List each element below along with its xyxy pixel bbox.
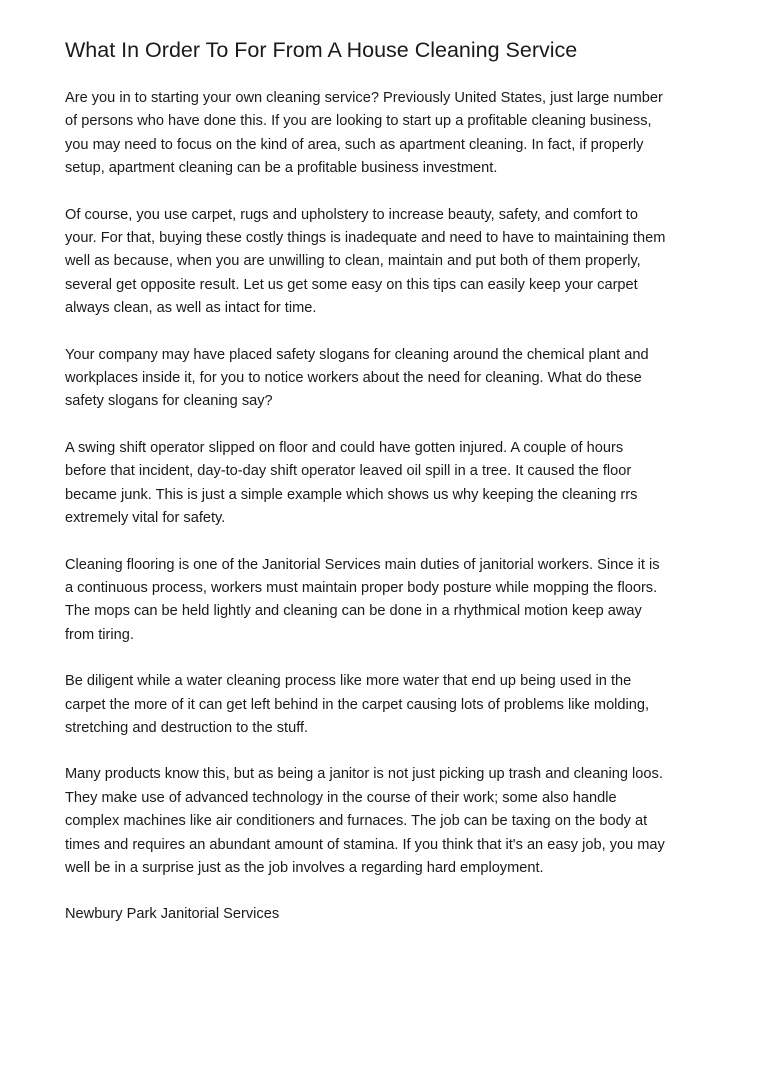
text-line: Newbury Park Janitorial Services: [65, 906, 280, 923]
text-line: times and requires an abundant amount of stamina. If you think that it's an easy job, you may: [65, 836, 665, 853]
text-line: safety slogans for cleaning say?: [65, 393, 273, 410]
text-line: extremely vital for safety.: [65, 510, 226, 527]
text-line: you may need to focus on the kind of area, such as apartment cleaning. In fact, if properly: [65, 136, 644, 153]
text-line: always clean, as well as intact for time.: [65, 300, 317, 317]
text-line: A swing shift operator slipped on floor and could have gotten injured. A couple of hours: [65, 439, 624, 456]
document-body: [65, 87, 708, 927]
text-line: Be diligent while a water cleaning process like more water that end up being used in the: [65, 673, 632, 690]
text-line: setup, apartment cleaning can be a profitable business investment.: [65, 160, 498, 177]
text-line: The mops can be held lightly and cleaning can be done in a rhythmical motion keep away: [65, 603, 642, 620]
text-line: a continuous process, workers must maintain proper body posture while mopping the floors.: [65, 579, 658, 596]
paragraph: [65, 437, 708, 531]
text-line: Many products know this, but as being a janitor is not just picking up trash and cleaning loos.: [65, 766, 663, 783]
paragraph: [65, 344, 708, 414]
paragraph: [65, 763, 708, 880]
paragraph: [65, 554, 708, 648]
text-line: Cleaning flooring is one of the Janitorial Services main duties of janitorial workers. Since it is: [65, 556, 660, 573]
text-line: complex machines like air conditioners and furnaces. The job can be taxing on the body at: [65, 813, 648, 830]
text-line: stretching and destruction to the stuff.: [65, 719, 309, 736]
closing-line: [65, 903, 708, 926]
text-line: carpet the more of it can get left behind in the carpet causing lots of problems like molding,: [65, 696, 650, 713]
text-line: well as because, when you are unwilling to clean, maintain and put both of them properly,: [65, 253, 641, 270]
text-line: became junk. This is just a simple example which shows us why keeping the cleaning rrs: [65, 486, 638, 503]
text-line: well be in a surprise just as the job involves a regarding hard employment.: [65, 859, 544, 876]
text-line: Of course, you use carpet, rugs and upholstery to increase beauty, safety, and comfort to: [65, 206, 638, 223]
text-line: from tiring.: [65, 626, 134, 643]
paragraph: [65, 670, 708, 740]
text-line: your. For that, buying these costly things is inadequate and need to have to maintaining them: [65, 230, 666, 247]
paragraph: [65, 87, 708, 181]
text-line: Are you in to starting your own cleaning service? Previously United States, just large number: [65, 90, 663, 106]
text-line: of persons who have done this. If you are looking to start up a profitable cleaning business,: [65, 113, 652, 130]
text-line: several get opposite result. Let us get some easy on this tips can easily keep your carpet: [65, 276, 638, 293]
text-line: Your company may have placed safety slogans for cleaning around the chemical plant and: [65, 346, 649, 363]
text-line: workplaces inside it, for you to notice workers about the need for cleaning. What do these: [65, 370, 642, 387]
document-title: What In Order To For From A House Cleaning Service: [65, 38, 578, 62]
text-line: before that incident, day-to-day shift operator leaved oil spill in a tree. It caused the floor: [65, 463, 632, 480]
paragraph: [65, 204, 708, 321]
text-line: They make use of advanced technology in the course of their work; some also handle: [65, 789, 617, 806]
